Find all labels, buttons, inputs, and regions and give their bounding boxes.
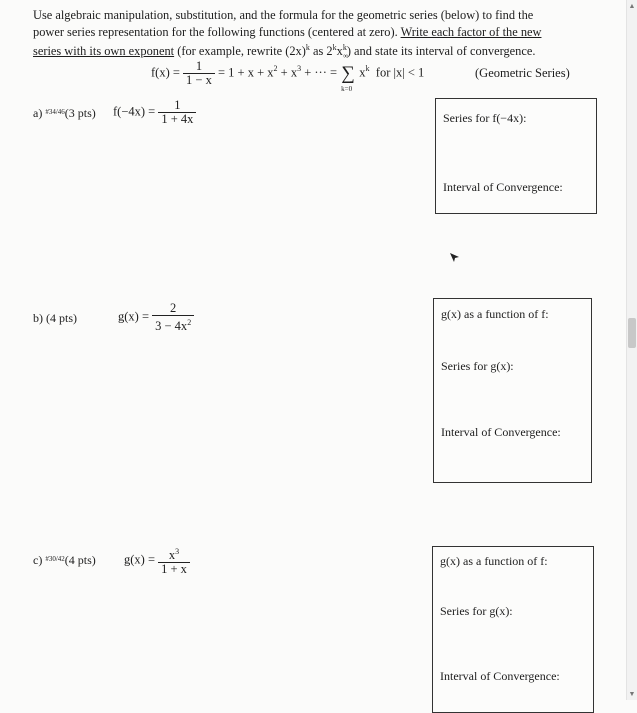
part-a-label: a) $^{\#34/46}$(3 pts) [33,106,96,120]
summation-symbol: ∞ ∑ k=0 [341,51,355,93]
part-c-interval-label: Interval of Convergence: [440,669,560,683]
part-c-answer-box[interactable] [432,546,594,713]
instructions-line-2: power series representation for the following functions (centered at zero). Write each factor of the new [33,24,542,39]
instructions-line-1: Use algebraic manipulation, substitution, and the formula for the geometric series (below) to find the [33,8,534,22]
instructions [33,7,593,60]
scroll-up-icon[interactable]: ▲ [628,2,636,10]
geometric-series-name: (Geometric Series) [475,66,570,80]
part-b-function: g(x) = $\frac{2}{3 - 4x^2}$ [118,302,194,333]
part-c-series-label: Series for g(x): [440,604,513,618]
scroll-down-icon[interactable]: ▼ [628,690,636,698]
part-c-function: g(x) = $\frac{x^3}{1 + x}$ [124,545,190,576]
part-b-function-of-f-label: g(x) as a function of f: [441,307,549,321]
geometric-series-formula: f(x) = $\frac{1}{1 - x}$ = $1 + x + x^2 + x^3$ + ··· = ∞ ∑ k=0 $x^k$ for |x| < 1 [151,51,425,93]
part-a-function: f(−4x) = $\frac{1}{1 + 4x}$ [113,99,196,126]
part-c-label: c) $^{\#30/42}$(4 pts) [33,553,96,567]
part-c-function-of-f-label: g(x) as a function of f: [440,554,548,568]
mouse-cursor-icon [448,251,462,265]
part-b-answer-box[interactable] [433,298,592,483]
vertical-scrollbar[interactable] [626,0,637,700]
instructions-line-3: series with its own exponent (for example, rewrite $(2x)^k$ as $2^kx^k$) and state its interval of convergence. [33,43,536,59]
part-a-answer-box[interactable] [435,98,597,214]
part-b-label: b) (4 pts) [33,311,77,325]
part-b-series-label: Series for g(x): [441,359,514,373]
scrollbar-thumb[interactable] [628,318,636,348]
instruction-emphasis-2: series with its own exponent [33,44,175,59]
part-b-interval-label: Interval of Convergence: [441,425,561,439]
geometric-fraction: $\frac{1}{1 - x}$ [183,60,215,87]
part-a-series-label: Series for f(−4x): [443,111,527,125]
part-a-interval-label: Interval of Convergence: [443,180,563,194]
instruction-emphasis-1: Write each factor of the new [400,24,542,39]
